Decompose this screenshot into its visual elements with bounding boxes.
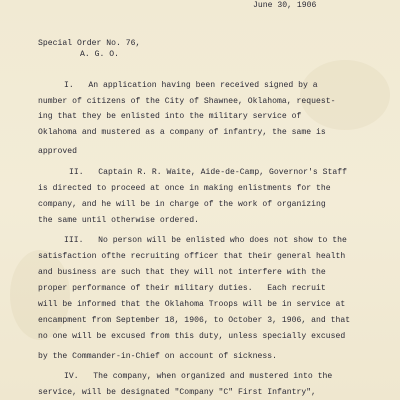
paragraph-line: service, will be designated "Company "C" First Infantry", (38, 388, 316, 397)
paragraph-line: IV. The company, when organized and mustered into the (64, 372, 333, 381)
paper-stain (10, 250, 70, 340)
paragraph-line: no one will be excused from this duty, unless specially excused (38, 332, 346, 341)
paragraph-line: encampment from September 18, 1906, to October 3, 1906, and that (38, 316, 351, 325)
paragraph-line: by the Commander-in-Chief on account of sickness. (38, 352, 277, 361)
paper-stain (300, 60, 390, 130)
paragraph-line: III. No person will be enlisted who does not show to the (64, 236, 347, 245)
paragraph-line: company, and he will be in charge of the work of organizing (38, 200, 326, 209)
paragraph-line: the same until otherwise ordered. (38, 216, 199, 225)
paragraph-line: number of citizens of the City of Shawnee, Oklahoma, request- (38, 97, 336, 106)
issuing-office: A. G. O. (80, 50, 120, 59)
order-number: Special Order No. 76, (38, 39, 141, 48)
paragraph-line: I. An application having been received signed by a (64, 81, 318, 90)
paragraph-line: ing that they be enlisted into the military service of (38, 112, 302, 121)
paragraph-line: approved (38, 147, 78, 156)
paragraph-line: Oklahoma and mustered as a company of infantry, the same is (38, 128, 326, 137)
document-date: June 30, 1906 (253, 1, 317, 10)
paragraph-line: proper performance of their military duties. Each recruit (38, 284, 326, 293)
paragraph-line: is directed to proceed at once in making enlistments for the (38, 184, 331, 193)
paragraph-line: will be informed that the Oklahoma Troops will be in service at (38, 300, 346, 309)
paragraph-line: satisfaction ofthe recruiting officer that their general health (38, 252, 346, 261)
paragraph-line: and business are such that they will not interfere with the (38, 268, 326, 277)
paragraph-line: II. Captain R. R. Waite, Aide-de-Camp, Governor's Staff (69, 168, 347, 177)
